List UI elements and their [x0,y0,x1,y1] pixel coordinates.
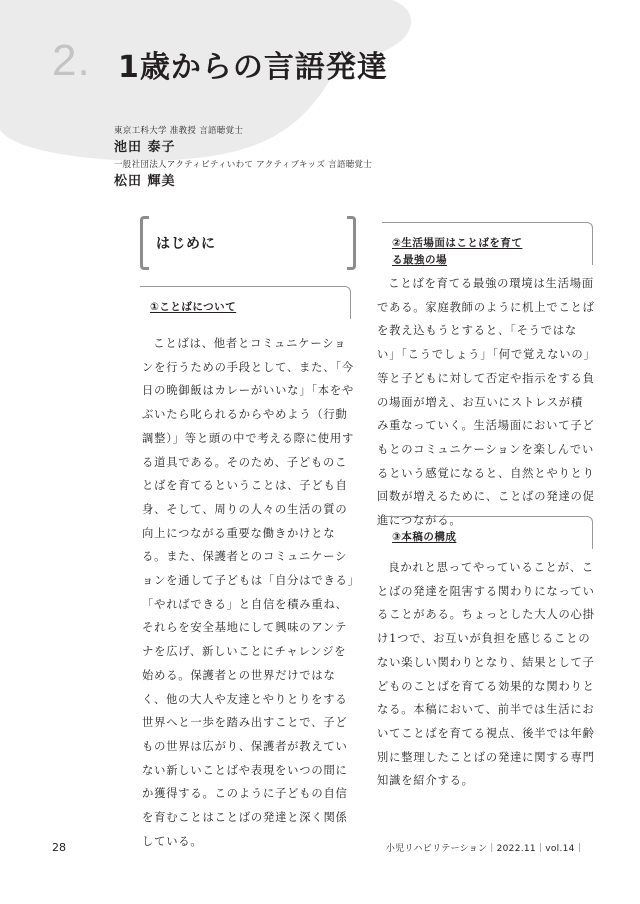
body-paragraph: ことばを育てる最強の環境は生活場面である。家庭教師のように机上でことばを教え込もうとすると、「そうではない」「こうでしょう」「何で覚えないの」等と子どもに対して否定や指示をする負の場面が増え、お互いにストレスが積み重なっていく。生活場面において子どもとのコミュニケーションを楽しんでいるという感覚になると、自然とやりとり回数が増えるために、ことばの発達の促進につながる。 [377,277,595,528]
section-number: 2. [52,36,91,85]
author-affiliation: 東京工科大学 准教授 言語聴覚士 [114,126,244,136]
subsection-heading: ②生活場面はことばを育てる最強の場 [392,237,523,266]
subsection-heading: ③本稿の構成 [392,531,457,543]
page-title: 1歳からの言語発達 [118,50,388,85]
author-name: 松田 輝美 [114,174,176,189]
body-paragraph: ことばは、他者とコミュニケーションを行うための手段として、また、「今日の晩御飯はカレーがいいな」「本をやぶいたら叱られるからやめよう（行動調整）」等と頭の中で考える際に使用する道具である。そのため、子どものことばを育てるということは、子ども自身、そして、周りの人々の生活の質の向上につながる重要な働きかけとなる。また、保護者とのコミュニケーションを通して子どもは「自分はできる」「やればできる」と自信を積み重ね、それらを安全基地にして興味のアンテナを広げ、新しいことにチャレンジを始める。保護者との世界だけではなく、他の大人や友達とやりとりをする世界へと一歩を踏み出すことで、子どもの世界は広がり、保護者が教えていない新しいことばや表現をいつの間にか獲得する。このように子どもの自信を育むことはことばの発達と深く関係している。 [142,337,355,848]
author-name: 池田 泰子 [114,140,176,155]
body-paragraph: 良かれと思ってやっていることが、ことばの発達を阻害する関わりになっていることがある。ちょっとした大人の心掛け1つで、お互いが負担を感じることのない楽しい関わりとなり、結果として子どものことばを育てる効果的な関わりとなる。本稿において、前半では生活においてことばを育てる視点、後半では年齢別に整理したことばの発達に関する専門知識を紹介する。 [377,561,595,788]
left-bracket [140,216,149,270]
author-affiliation: 一般社団法人アクティビティいわて アクティブキッズ 言語聴覚士 [114,160,373,170]
right-bracket [347,216,356,270]
subsection-heading-box [382,222,593,265]
subsection-heading-box [140,286,351,319]
intro-heading-box [140,216,356,268]
intro-heading: はじめに [156,236,216,252]
subsection-heading: ①ことばについて [150,301,237,313]
journal-info: 小児リハビリテーション｜2022.11｜vol.14｜ [385,844,584,854]
subsection-heading-box [382,516,593,549]
page-number: 28 [52,841,66,854]
